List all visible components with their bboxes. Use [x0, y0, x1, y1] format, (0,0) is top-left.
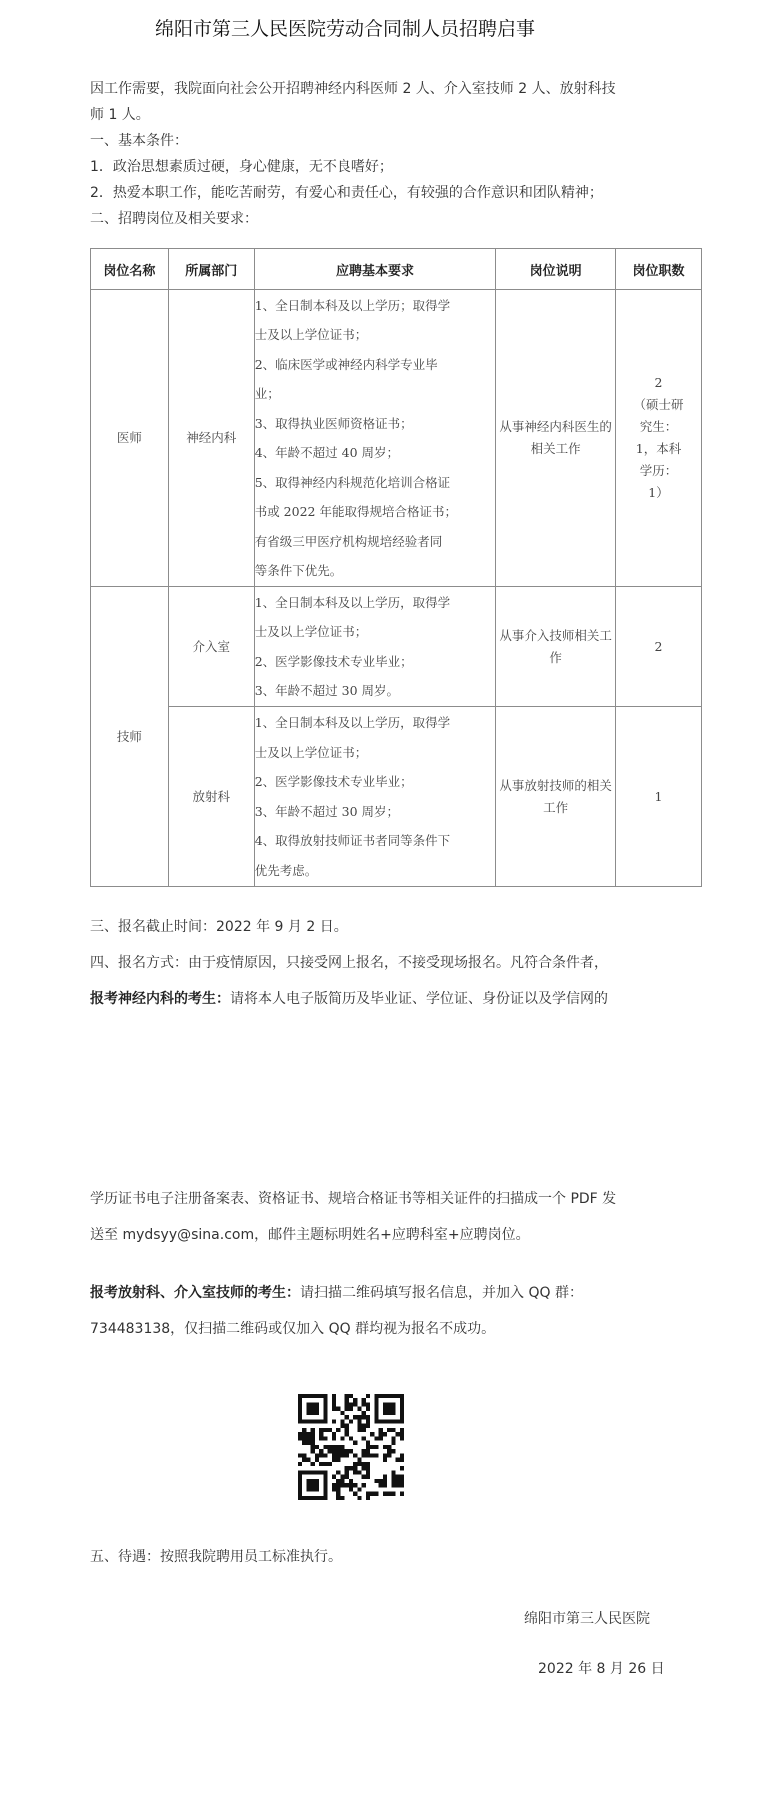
count-interventional: 2	[616, 587, 702, 707]
header-description: 岗位说明	[496, 249, 616, 290]
page-title: 绵阳市第三人民医院劳动合同制人员招聘启事	[154, 18, 535, 40]
deadline: 三、报名截止时间：2022 年 9 月 2 日。	[90, 919, 348, 935]
condition-2: 2．热爱本职工作，能吃苦耐劳，有爱心和责任心，有较强的合作意识和团队精神；	[90, 185, 603, 201]
requirements-doctor	[254, 290, 496, 587]
neuro-label: 报考神经内科的考生：	[90, 991, 230, 1007]
req-line: 业；	[254, 386, 280, 401]
neuro-continuation-2: 送至 mydsyy@sina.com，邮件主题标明姓名+应聘科室+应聘岗位。	[90, 1227, 530, 1243]
department-radiology: 放射科	[168, 707, 254, 887]
condition-1: 1．政治思想素质过硬，身心健康，无不良嗜好；	[90, 159, 393, 175]
count-doctor	[616, 290, 702, 587]
header-count: 岗位职数	[616, 249, 702, 290]
req-line: 1、全日制本科及以上学历，取得学	[254, 715, 451, 730]
radio-instructions	[90, 1280, 583, 1306]
neuro-instructions	[90, 986, 608, 1012]
req-line: 优先考虑。	[254, 862, 318, 878]
qr-code-icon[interactable]	[298, 1394, 404, 1500]
count-radiology: 1	[616, 707, 702, 887]
intro-line-1: 因工作需要，我院面向社会公开招聘神经内科医师 2 人、介入室技师 2 人、放射科技	[90, 81, 616, 97]
req-line: 书或 2022 年能取得规培合格证书；	[254, 504, 457, 519]
count-line: 1，本科	[635, 441, 682, 456]
req-line: 士及以上学位证书；	[254, 744, 368, 760]
req-line: 5、取得神经内科规范化培训合格证	[254, 474, 451, 490]
req-line: 3、年龄不超过 30 周岁。	[254, 683, 400, 698]
header-department: 所属部门	[168, 249, 254, 290]
section-basic-conditions: 一、基本条件：	[90, 133, 188, 149]
table-header-row	[91, 249, 702, 290]
section-positions: 二、招聘岗位及相关要求：	[90, 211, 258, 227]
signature-date: 2022 年 8 月 26 日	[538, 1661, 665, 1677]
department-interventional: 介入室	[168, 587, 254, 707]
header-requirements: 应聘基本要求	[254, 249, 496, 290]
radio-continuation: 734483138，仅扫描二维码或仅加入 QQ 群均视为报名不成功。	[90, 1321, 496, 1337]
radio-text: 请扫描二维码填写报名信息，并加入 QQ 群：	[300, 1285, 583, 1301]
radio-label: 报考放射科、介入室技师的考生：	[90, 1285, 300, 1301]
count-line: （硕士研	[633, 397, 684, 412]
position-technician: 技师	[91, 587, 169, 887]
position-doctor: 医师	[91, 290, 169, 587]
table-row-radiology	[91, 707, 702, 887]
req-line: 1、全日制本科及以上学历，取得学	[254, 594, 451, 610]
requirements-interventional	[254, 587, 496, 707]
table-row-doctor	[91, 290, 702, 587]
signature-hospital: 绵阳市第三人民医院	[524, 1611, 650, 1627]
req-line: 2、临床医学或神经内科学专业毕	[254, 356, 438, 372]
neuro-text: 请将本人电子版简历及毕业证、学位证、身份证以及学信网的	[230, 991, 608, 1007]
req-line: 2、医学影像技术专业毕业；	[254, 774, 413, 789]
requirements-radiology	[254, 707, 496, 887]
description-doctor: 从事神经内科医生的相关工作	[496, 290, 616, 587]
table-row-interventional	[91, 587, 702, 707]
req-line: 士及以上学位证书；	[254, 624, 368, 639]
req-line: 士及以上学位证书；	[254, 327, 368, 342]
department-neurology: 神经内科	[168, 290, 254, 587]
count-line: 究生：	[639, 419, 678, 434]
method: 四、报名方式：由于疫情原因，只接受网上报名，不接受现场报名。凡符合条件者，	[90, 955, 608, 971]
positions-table	[90, 248, 702, 887]
count-line: 2	[654, 375, 663, 390]
req-line: 2、医学影像技术专业毕业；	[254, 653, 413, 669]
description-radiology: 从事放射技师的相关工作	[496, 707, 616, 887]
req-line: 等条件下优先。	[254, 563, 343, 578]
neuro-continuation-1: 学历证书电子注册备案表、资格证书、规培合格证书等相关证件的扫描成一个 PDF 发	[90, 1191, 617, 1207]
req-line: 4、年龄不超过 40 周岁；	[254, 445, 400, 460]
count-line: 1）	[648, 485, 669, 500]
description-interventional: 从事介入技师相关工作	[496, 587, 616, 707]
req-line: 有省级三甲医疗机构规培经验者同	[254, 533, 443, 549]
req-line: 4、取得放射技师证书者同等条件下	[254, 833, 451, 848]
req-line: 3、取得执业医师资格证书；	[254, 415, 413, 431]
intro-line-2: 师 1 人。	[90, 107, 150, 123]
req-line: 1、全日制本科及以上学历；取得学	[254, 297, 451, 313]
req-line: 3、年龄不超过 30 周岁；	[254, 803, 400, 819]
header-position: 岗位名称	[91, 249, 169, 290]
benefits: 五、待遇：按照我院聘用员工标准执行。	[90, 1549, 342, 1565]
count-line: 学历：	[639, 463, 678, 478]
